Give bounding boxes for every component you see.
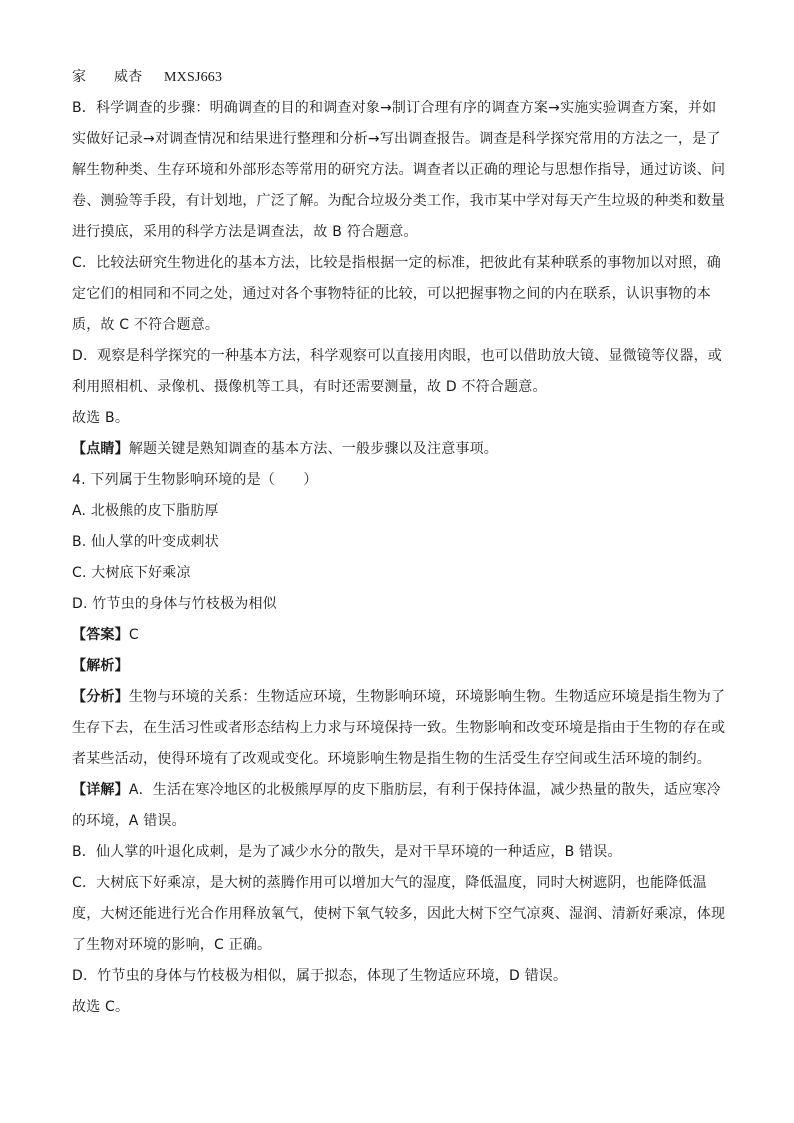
question-option: C. 大树底下好乘凉 (72, 565, 191, 581)
xiangjie-line: B．仙人掌的叶退化成刺，是为了减少水分的散失，是对干旱环境的一种适应，B 错误。 (72, 844, 622, 860)
header-word-1: 家 (72, 69, 87, 85)
text-line: 利用照相机、录像机、摄像机等工具，有时还需要测量，故 D 不符合题意。 (72, 379, 547, 395)
question-option: D. 竹节虫的身体与竹枝极为相似 (72, 596, 277, 612)
jiexi-label: 【解析】 (72, 658, 129, 674)
text-line: 质，故 C 不符合题意。 (72, 317, 220, 333)
xiangjie-line: D．竹节虫的身体与竹枝极为相似，属于拟态，体现了生物适应环境，D 错误。 (72, 968, 568, 984)
dianjing-label: 【点睛】 (72, 441, 129, 457)
text-line: 进行摸底，采用的科学方法是调查法，故 B 符合题意。 (72, 224, 418, 240)
xiangjie-label: 【详解】 (72, 782, 129, 798)
header-word-2: 威杏 (114, 69, 143, 85)
xiangjie-line: 的环境，A 错误。 (72, 813, 186, 829)
answer-text: C (128, 627, 139, 643)
text-line: 卷、测验等手段，有计划地，广泛了解。为配合垃圾分类工作，我市某中学对每天产生垃圾的种类和数量 (72, 193, 726, 209)
text-line: D．观察是科学探究的一种基本方法，科学观察可以直接用肉眼，也可以借助放大镜、显微镜等仪器，或 (72, 348, 722, 364)
fenxi-line: 生存下去，在生活习性或者形态结构上力求与环境保持一致。生物影响和改变环境是指由于生物的存在或 (72, 720, 726, 736)
header-code: MXSJ663 (164, 70, 223, 85)
question-stem: 4. 下列属于生物影响环境的是（ ） (72, 472, 318, 488)
text-line: C．比较法研究生物进化的基本方法，比较是指根据一定的标准，把彼此有某种联系的事物加以对照，确 (72, 255, 721, 271)
text-line: 故选 B。 (72, 410, 130, 426)
fenxi-line: 者某些活动，使得环境有了改观或变化。环境影响生物是指生物的生活受生存空间或生活环境的制约。 (72, 751, 711, 767)
fenxi-line (72, 682, 726, 713)
answer-line (72, 620, 722, 651)
xiangjie-text: A．生活在寒冷地区的北极熊厚厚的皮下脂肪层，有利于保持体温，减少热量的散失，适应寒冷 (128, 782, 721, 798)
xiangjie-line: 度，大树还能进行光合作用释放氧气，使树下氧气较多，因此大树下空气凉爽、湿润、清新好乘凉，体现 (72, 906, 726, 922)
xiangjie-line: C．大树底下好乘凉，是大树的蒸腾作用可以增加大气的湿度，降低温度，同时大树遮阴，也能降低温 (72, 875, 707, 891)
fenxi-label: 【分析】 (72, 689, 129, 705)
text-line: 实做好记录→对调查情况和结果进行整理和分析→写出调查报告。调查是科学探究常用的方法之一，是了 (72, 131, 721, 147)
text-line: 解生物种类、生存环境和外部形态等常用的研究方法。调查者以正确的理论与思想作指导，通过访谈、问 (72, 162, 726, 178)
text-line: B．科学调查的步骤：明确调查的目的和调查对象→制订合理有序的调查方案→实施实验调查方案，并如 (72, 100, 717, 116)
fenxi-text: 生物与环境的关系：生物适应环境，生物影响环境，环境影响生物。生物适应环境是指生物为了 (128, 689, 726, 705)
page-header (72, 62, 722, 93)
question-option: B. 仙人掌的叶变成刺状 (72, 534, 219, 550)
jiexi-line (72, 651, 722, 682)
text-line: 定它们的相同和不同之处，通过对各个事物特征的比较，可以把握事物之间的内在联系，认识事物的本 (72, 286, 711, 302)
xiangjie-line: 了生物对环境的影响，C 正确。 (72, 937, 272, 953)
answer-label: 【答案】 (72, 627, 129, 643)
document-page (72, 62, 726, 1023)
xiangjie-line: 故选 C。 (72, 999, 130, 1015)
dianjing-text: 解题关键是熟知调查的基本方法、一般步骤以及注意事项。 (128, 441, 499, 457)
question-option: A. 北极熊的皮下脂肪厚 (72, 503, 219, 519)
xiangjie-line (72, 775, 722, 806)
dianjing-line (72, 434, 722, 465)
